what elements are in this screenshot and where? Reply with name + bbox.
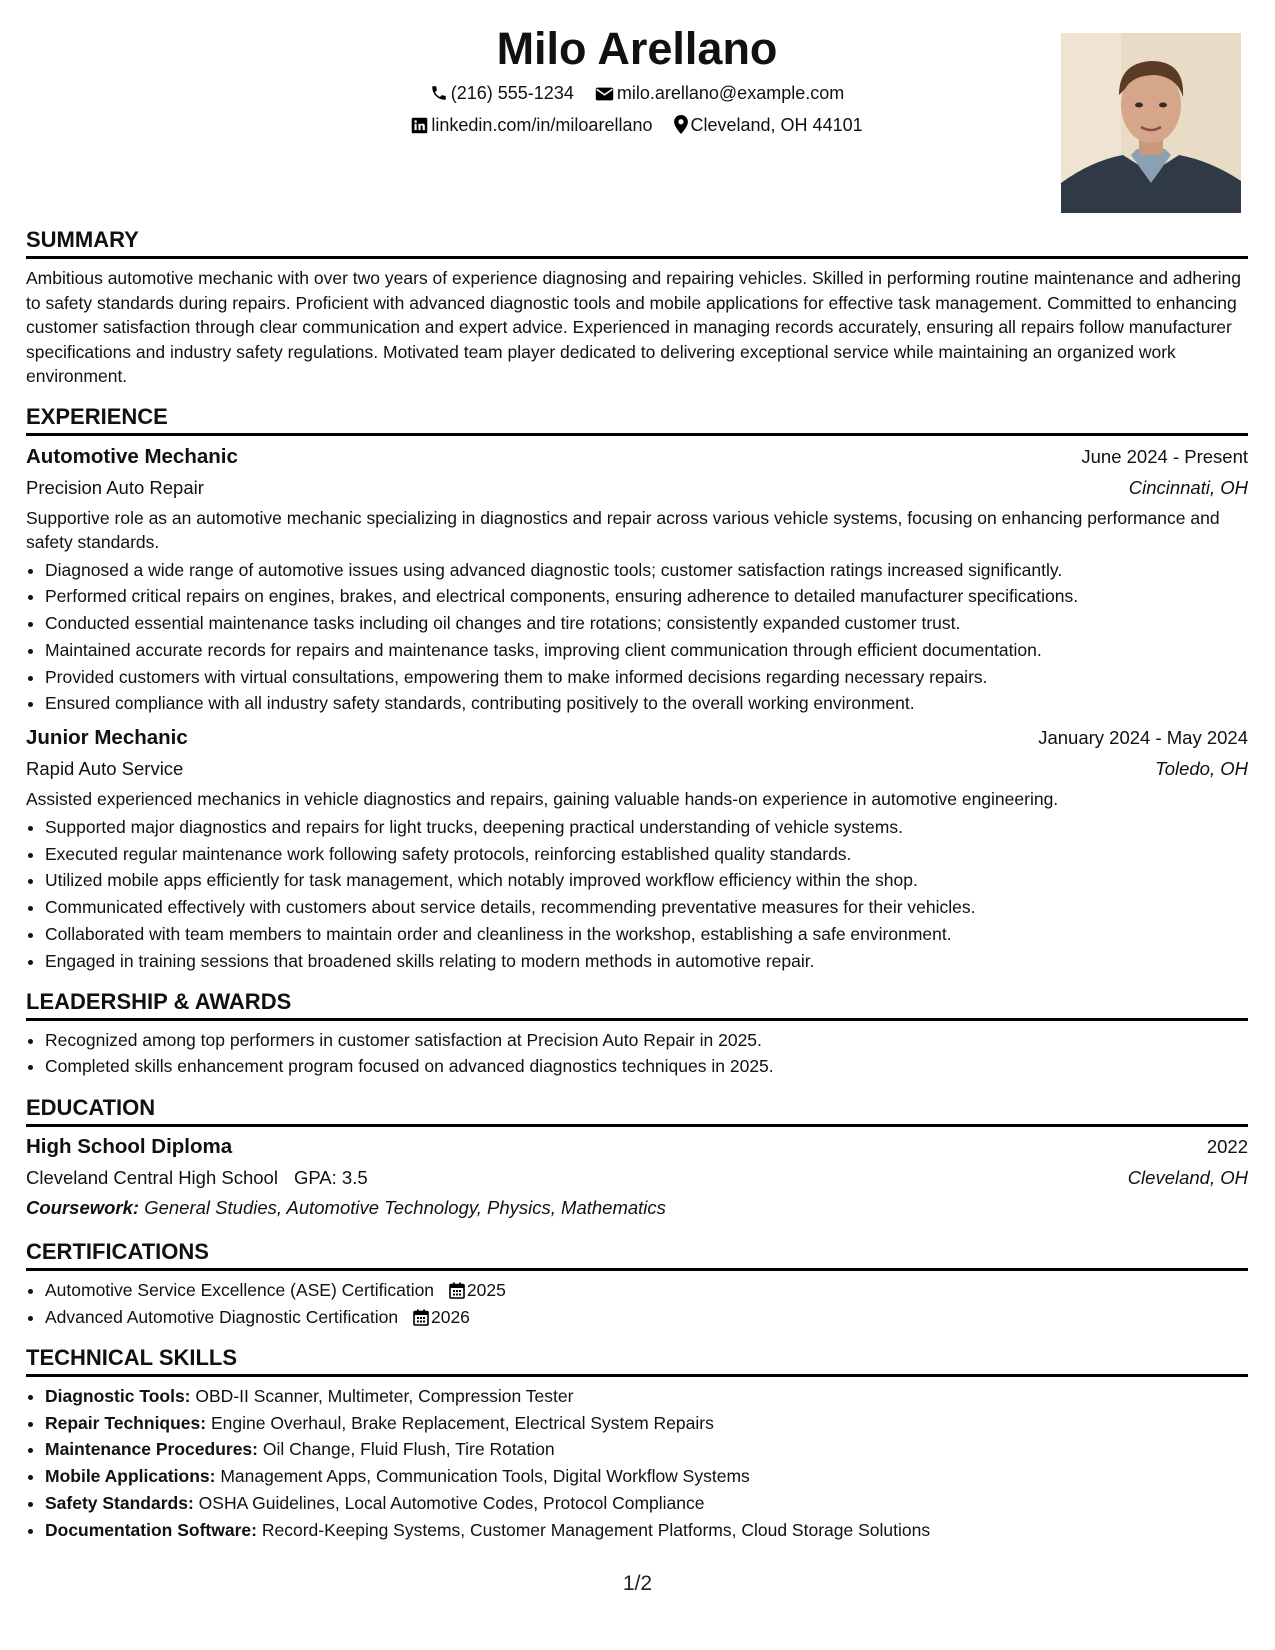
portrait-image: [1061, 33, 1241, 213]
list-item: • Recognized among top performers in customer satisfaction at Precision Auto Repair in 2025.: [45, 1027, 1248, 1054]
job-header: [26, 442, 1248, 472]
list-item: • Provided customers with virtual consultations, empowering them to make informed decisions regarding necessary repairs.: [45, 664, 1248, 691]
job-company: Precision Auto Repair: [26, 476, 204, 498]
job-dates: June 2024 - Present: [1081, 445, 1248, 467]
job-title: Automotive Mechanic: [26, 444, 238, 468]
calendar-icon: [449, 1282, 465, 1299]
phone-icon: [430, 84, 448, 102]
certification-year: 2026: [430, 1306, 470, 1327]
school-location: Cleveland, OH: [1127, 1167, 1248, 1189]
profile-photo: [1061, 33, 1241, 213]
list-item: • Diagnosed a wide range of automotive issues using advanced diagnostic tools; customer satisfaction ratings increased significantly.: [45, 557, 1248, 584]
list-item: • Supported major diagnostics and repairs for light trucks, deepening practical understanding of vehicle systems.: [45, 814, 1248, 841]
job-entry: [26, 723, 1248, 974]
coursework: [26, 1194, 1248, 1222]
contact-email[interactable]: [595, 81, 844, 105]
skill-values: OBD-II Scanner, Multimeter, Compression Tester: [195, 1385, 574, 1406]
job-description: Supportive role as an automotive mechanic specializing in diagnostics and repair across various vehicle systems, focusing on enhancing performance and safety standards.: [26, 507, 1220, 552]
certifications-section: [26, 1239, 1248, 1331]
page-number: 1/2: [622, 1572, 653, 1595]
coursework-list: General Studies, Automotive Technology, Physics, Mathematics: [144, 1197, 666, 1219]
contact-phone: [430, 81, 574, 105]
education-subheader: [26, 1162, 1248, 1194]
resume-header: [26, 0, 1248, 214]
skill-category: Repair Techniques:: [45, 1412, 207, 1433]
resume-page: [26, 0, 1248, 1544]
list-item: • Communicated effectively with customers about service details, recommending preventative measures for their vehicles.: [45, 894, 1248, 921]
list-item: • Completed skills enhancement program focused on advanced diagnostics techniques in 2025.: [45, 1053, 1248, 1080]
skill-category: Documentation Software:: [45, 1519, 257, 1540]
gpa: GPA: 3.5: [293, 1167, 368, 1189]
location-text: Cleveland, OH 44101: [690, 115, 863, 136]
list-item: • Utilized mobile apps efficiently for task management, which notably improved workflow efficiency within the shop.: [45, 867, 1248, 894]
list-item: [45, 1517, 1248, 1544]
job-dates: January 2024 - May 2024: [1038, 727, 1248, 749]
map-pin-icon: [674, 115, 688, 134]
education-section: [26, 1095, 1248, 1222]
leadership-section: [26, 989, 1248, 1081]
certification-year: 2025: [466, 1280, 506, 1301]
summary-heading: SUMMARY: [26, 227, 1248, 259]
contact-linkedin[interactable]: [411, 113, 652, 137]
certification-name: Automotive Service Excellence (ASE) Certification: [45, 1280, 435, 1301]
job-company: Rapid Auto Service: [26, 758, 184, 780]
job-entry: [26, 442, 1248, 718]
job-title: Junior Mechanic: [26, 726, 188, 750]
list-item: • Collaborated with team members to maintain order and cleanliness in the workshop, establishing a safe environment.: [45, 921, 1248, 948]
graduation-year: 2022: [1206, 1136, 1248, 1158]
skill-category: Safety Standards:: [45, 1492, 194, 1513]
education-heading: EDUCATION: [26, 1095, 1248, 1127]
list-item: • Executed regular maintenance work following safety protocols, reinforcing established quality standards.: [45, 841, 1248, 868]
experience-heading: EXPERIENCE: [26, 404, 1248, 436]
leadership-list: [26, 1027, 1248, 1081]
leadership-heading: LEADERSHIP & AWARDS: [26, 989, 1248, 1021]
job-location: Cincinnati, OH: [1128, 476, 1248, 498]
list-item: • Performed critical repairs on engines, brakes, and electrical components, ensuring adherence to detailed manufacturer specifications.: [45, 583, 1248, 610]
list-item: [45, 1304, 1248, 1331]
list-item: [45, 1490, 1248, 1517]
skill-values: OSHA Guidelines, Local Automotive Codes, Protocol Compliance: [198, 1492, 705, 1513]
list-item: [45, 1383, 1248, 1410]
experience-section: [26, 404, 1248, 975]
list-item: [45, 1463, 1248, 1490]
certifications-heading: CERTIFICATIONS: [26, 1239, 1248, 1271]
linkedin-icon: [411, 117, 428, 134]
education-header: [26, 1132, 1248, 1162]
skill-category: Mobile Applications:: [45, 1466, 216, 1487]
summary-text: Ambitious automotive mechanic with over two years of experience diagnosing and repairing vehicles. Skilled in performing routine maintenance and adhering to safety standards during repairs. Proficient with advanced diagnostic tools and mobile applications for effective task management. Committed to enhancing customer satisfaction through clear communication and expert advice. Experienced in managing records accurately, ensuring all repairs follow manufacturer specifications and industry safety regulations. Motivated team player dedicated to delivering exceptional service while maintaining an organized work environment.: [26, 268, 1241, 386]
job-bullets: [26, 557, 1248, 718]
email-text: milo.arellano@example.com: [616, 83, 845, 104]
list-item: [45, 1436, 1248, 1463]
candidate-name: Milo Arellano: [496, 23, 778, 74]
skill-category: Maintenance Procedures:: [45, 1439, 258, 1460]
skill-values: Oil Change, Fluid Flush, Tire Rotation: [262, 1439, 555, 1460]
list-item: • Maintained accurate records for repairs and maintenance tasks, improving client communication through efficient documentation.: [45, 637, 1248, 664]
envelope-icon: [595, 86, 614, 102]
job-subheader: [26, 753, 1248, 785]
job-subheader: [26, 472, 1248, 504]
phone-text: (216) 555-1234: [450, 83, 574, 104]
linkedin-text: linkedin.com/in/miloarellano: [431, 115, 653, 136]
degree: High School Diploma: [26, 1135, 233, 1159]
list-item: • Ensured compliance with all industry safety standards, contributing positively to the overall working environment.: [45, 690, 1248, 717]
skills-heading: TECHNICAL SKILLS: [26, 1345, 1248, 1377]
list-item: [45, 1277, 1248, 1304]
calendar-icon: [413, 1309, 429, 1326]
job-bullets: [26, 814, 1248, 975]
skill-values: Engine Overhaul, Brake Replacement, Electrical System Repairs: [210, 1412, 714, 1433]
list-item: [45, 1410, 1248, 1437]
summary-section: [26, 227, 1248, 389]
list-item: • Engaged in training sessions that broadened skills relating to modern methods in automotive repair.: [45, 948, 1248, 975]
skills-section: [26, 1345, 1248, 1544]
job-header: [26, 723, 1248, 753]
certifications-list: [26, 1277, 1248, 1331]
skill-values: Management Apps, Communication Tools, Digital Workflow Systems: [220, 1466, 750, 1487]
job-location: Toledo, OH: [1155, 758, 1248, 780]
job-description: Assisted experienced mechanics in vehicle diagnostics and repairs, gaining valuable hands-on experience in automotive engineering.: [26, 789, 1059, 810]
skills-list: [26, 1383, 1248, 1544]
certification-name: Advanced Automotive Diagnostic Certification: [45, 1306, 399, 1327]
coursework-label: Coursework:: [26, 1197, 140, 1219]
skill-values: Record-Keeping Systems, Customer Management Platforms, Cloud Storage Solutions: [261, 1519, 931, 1540]
school-name: Cleveland Central High School: [26, 1167, 278, 1189]
skill-category: Diagnostic Tools:: [45, 1385, 191, 1406]
school-info: [26, 1162, 368, 1194]
contact-location: [674, 113, 863, 137]
list-item: • Conducted essential maintenance tasks including oil changes and tire rotations; consistently expanded customer trust.: [45, 610, 1248, 637]
